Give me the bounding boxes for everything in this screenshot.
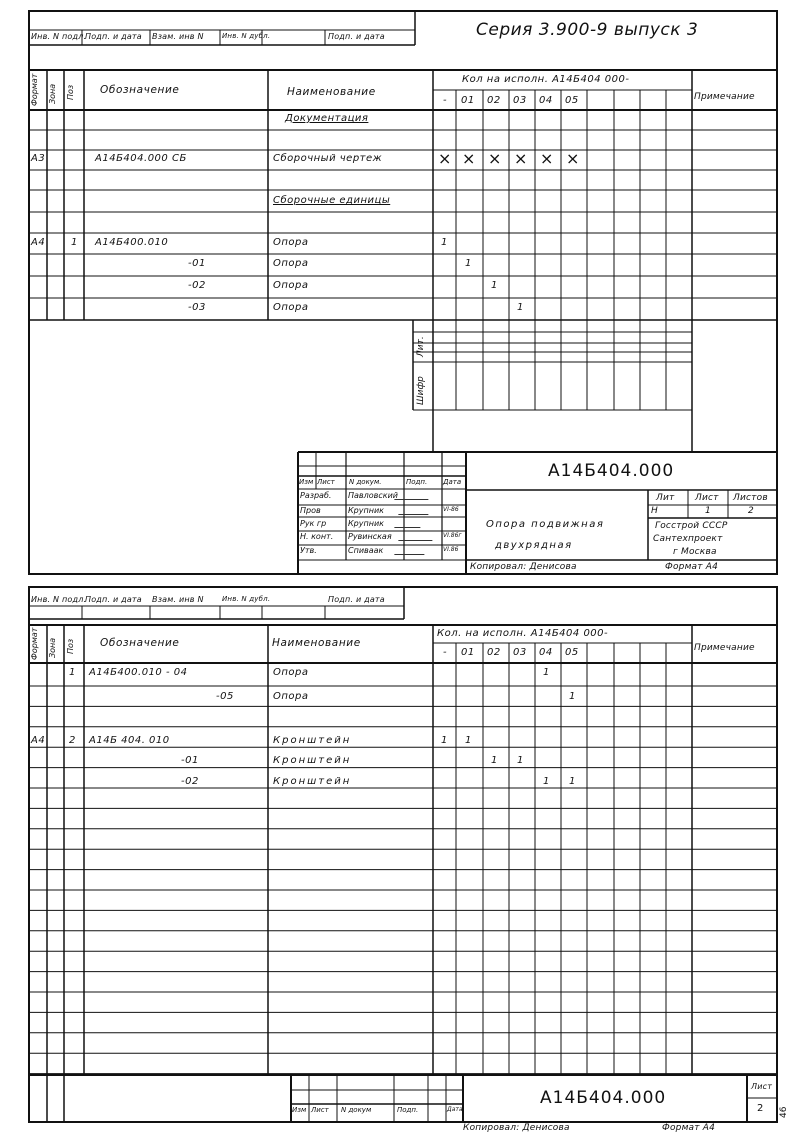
row-designation: А14Б400.010 - 04	[89, 667, 188, 678]
row-name: Опора	[273, 667, 309, 678]
row-format: А4	[31, 735, 46, 746]
variant-header: 05	[565, 647, 579, 658]
variant-header: 01	[461, 647, 475, 658]
row-pos: 1	[71, 237, 78, 248]
stamp2-podp-data-2: Подп. и дата	[328, 595, 385, 604]
tb-person: Павловский	[348, 491, 398, 500]
tb-list: Лист	[317, 478, 335, 486]
copied-by: Копировал: Денисова	[470, 562, 577, 572]
row-designation: -01	[181, 755, 199, 766]
tb-role: Пров	[300, 506, 321, 515]
tb-date: VI.86	[443, 546, 459, 553]
signature-mark	[394, 518, 424, 528]
row-qty: 1	[441, 735, 448, 746]
col-note: Примечание	[694, 92, 755, 102]
tb2-izm: Изм	[292, 1106, 307, 1114]
variant-header: 02	[487, 95, 501, 106]
doc-code: А14Б404.000	[548, 461, 675, 481]
tb2-ndokum: N докум	[341, 1106, 372, 1114]
row-qty: ×	[514, 149, 528, 168]
col-name: Наименование	[287, 86, 376, 98]
org-2: Сантехпроект	[653, 534, 723, 544]
row-qty: 1	[465, 258, 472, 269]
col-format: Формат	[30, 73, 39, 106]
row-qty: 1	[543, 667, 550, 678]
row-pos: 1	[69, 667, 76, 678]
format-label-2: Формат А4	[662, 1123, 716, 1133]
row-designation: -05	[216, 691, 234, 702]
variant-header: 01	[461, 95, 475, 106]
stamp-inv-dubl: Инв. N дубл.	[222, 32, 271, 40]
tb-person: Крупник	[348, 506, 384, 515]
variant-header: 03	[513, 95, 527, 106]
col2-designation: Обозначение	[100, 637, 180, 649]
row-format: А3	[31, 153, 46, 164]
variant-header: 04	[539, 95, 553, 106]
stamp2-vzam-inv: Взам. инв N	[152, 595, 204, 604]
row-designation: А14Б 404. 010	[89, 735, 170, 746]
variant-header: 05	[565, 95, 579, 106]
shifr-label: Шифр	[416, 376, 426, 405]
copied-by-2: Копировал: Денисова	[463, 1123, 570, 1133]
tb-person: Крупник	[348, 519, 384, 528]
tb-role: Рук гр	[300, 519, 327, 528]
variant-header: 03	[513, 647, 527, 658]
row-qty: ×	[462, 149, 476, 168]
row-qty: 1	[465, 735, 472, 746]
row-name: Кронштейн	[273, 735, 352, 746]
row-qty: ×	[438, 149, 452, 168]
row-qty: 1	[491, 280, 498, 291]
lit-hdr: Лит	[656, 493, 675, 503]
col2-note: Примечание	[694, 643, 755, 653]
lit-label: Лит.	[416, 336, 426, 357]
row-qty: ×	[488, 149, 502, 168]
row-qty: 1	[569, 776, 576, 787]
tb-person: Рувинская	[348, 532, 392, 541]
stamp2-inv-podl: Инв. N подл.	[31, 595, 87, 604]
sheet2-val: 2	[757, 1103, 764, 1114]
sheet-hdr: Лист	[695, 493, 719, 503]
tb2-podp: Подп.	[397, 1106, 419, 1114]
signature-mark	[398, 531, 436, 541]
row-qty: 1	[441, 237, 448, 248]
row-designation: А14Б400.010	[95, 237, 169, 248]
stamp-podp-data-2: Подп. и дата	[328, 32, 385, 41]
series-title: Серия 3.900-9 выпуск 3	[476, 20, 699, 40]
signature-mark	[394, 490, 432, 500]
row-name: Кронштейн	[273, 755, 352, 766]
col2-qty-title: Кол. на исполн. А14Б404 000-	[437, 628, 609, 639]
row-name: Сборочные единицы	[273, 195, 391, 206]
col-zone: Зона	[48, 83, 57, 104]
org-3: г Москва	[673, 547, 717, 557]
col-qty-title: Кол на исполн. А14Б404 000-	[462, 74, 630, 85]
row-designation: А14Б404.000 СБ	[95, 153, 187, 164]
row-name: Документация	[285, 113, 369, 124]
format-label: Формат А4	[665, 562, 719, 572]
row-name: Опора	[273, 302, 309, 313]
org-1: Госстрой СССР	[655, 521, 728, 531]
sheets-val: 2	[748, 506, 754, 516]
row-qty: 1	[491, 755, 498, 766]
col-designation: Обозначение	[100, 84, 180, 96]
row-name: Опора	[273, 691, 309, 702]
col2-pos: Поз	[66, 638, 75, 654]
sheet-val: 1	[705, 506, 711, 516]
row-qty: 1	[569, 691, 576, 702]
row-qty: ×	[540, 149, 554, 168]
tb-role: Разраб.	[300, 491, 332, 500]
product-name-2: двухрядная	[495, 540, 573, 551]
row-name: Опора	[273, 258, 309, 269]
tb-date: VI-86	[443, 506, 459, 513]
tb2-data: Дата	[447, 1106, 463, 1113]
side-mark: 46	[779, 1106, 789, 1118]
signature-mark	[394, 545, 428, 555]
variant-header: 04	[539, 647, 553, 658]
tb-role: Н. конт.	[300, 532, 334, 541]
col2-name: Наименование	[272, 637, 361, 649]
row-designation: -01	[188, 258, 206, 269]
row-name: Кронштейн	[273, 776, 352, 787]
row-pos: 2	[69, 735, 76, 746]
product-name-1: Опора подвижная	[486, 519, 605, 530]
stamp-vzam-inv: Взам. инв N	[152, 32, 204, 41]
sheet2-hdr: Лист	[751, 1082, 773, 1091]
row-designation: -02	[188, 280, 206, 291]
tb-date: VI.86г	[443, 532, 462, 539]
row-designation: -02	[181, 776, 199, 787]
tb-person: Спиваак	[348, 546, 384, 555]
row-name: Сборочный чертеж	[273, 153, 383, 164]
tb-podp: Подп.	[406, 478, 428, 486]
stamp2-inv-dubl: Инв. N дубл.	[222, 595, 271, 603]
row-qty: 1	[517, 755, 524, 766]
tb2-list: Лист	[311, 1106, 329, 1114]
doc-code-2: А14Б404.000	[540, 1088, 667, 1108]
stamp-podp-data: Подп. и дата	[85, 32, 142, 41]
row-qty: ×	[566, 149, 580, 168]
tb-role: Утв.	[300, 546, 317, 555]
row-designation: -03	[188, 302, 206, 313]
tb-izm: Изм	[299, 478, 314, 486]
variant-header: -	[443, 647, 448, 658]
lit-val: Н	[651, 506, 658, 516]
tb-data: Дата	[443, 478, 462, 486]
col2-zone: Зона	[48, 637, 57, 658]
sheets-hdr: Листов	[733, 493, 768, 503]
tb-ndokum: N докум.	[349, 478, 382, 486]
row-format: А4	[31, 237, 46, 248]
row-qty: 1	[543, 776, 550, 787]
row-qty: 1	[517, 302, 524, 313]
col-pos: Поз	[66, 84, 75, 100]
col2-format: Формат	[30, 627, 39, 660]
row-name: Опора	[273, 237, 309, 248]
row-name: Опора	[273, 280, 309, 291]
signature-mark	[398, 505, 432, 515]
stamp-inv-podl: Инв. N подл.	[31, 32, 87, 41]
stamp2-podp-data: Подп. и дата	[85, 595, 142, 604]
variant-header: 02	[487, 647, 501, 658]
variant-header: -	[443, 95, 448, 106]
